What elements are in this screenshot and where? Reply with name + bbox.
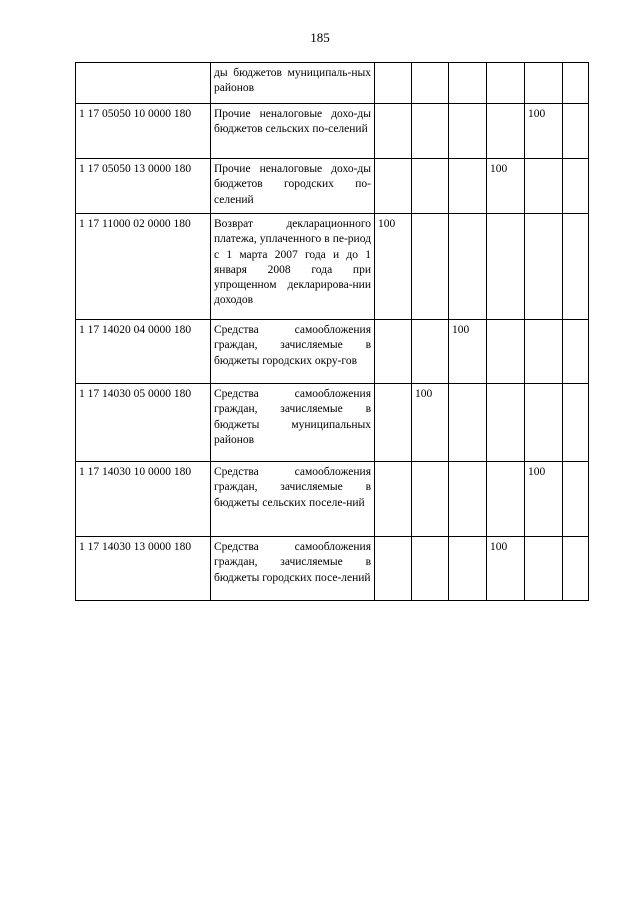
percent-cell-1	[375, 537, 412, 601]
revenue-code-cell: 1 17 05050 13 0000 180	[76, 159, 211, 214]
percent-cell-6	[563, 320, 589, 384]
revenue-code-cell: 1 17 14030 13 0000 180	[76, 537, 211, 601]
percent-cell-4	[487, 384, 525, 462]
table-row	[76, 537, 589, 601]
percent-cell-5: 100	[525, 462, 563, 537]
percent-cell-4	[487, 63, 525, 104]
percent-cell-3	[449, 159, 487, 214]
table-row	[76, 63, 589, 104]
revenue-name-cell: Средства самообложения граждан, зачисляемые в бюджеты городских посе-лений	[211, 537, 375, 601]
revenue-name-cell: Средства самообложения граждан, зачисляемые в бюджеты городских окру-гов	[211, 320, 375, 384]
revenue-name-cell: Прочие неналоговые дохо-ды бюджетов сельских по-селений	[211, 104, 375, 159]
percent-cell-3	[449, 537, 487, 601]
percent-cell-2	[412, 537, 449, 601]
percent-cell-6	[563, 63, 589, 104]
percent-cell-4	[487, 320, 525, 384]
table-row	[76, 384, 589, 462]
table-row	[76, 320, 589, 384]
percent-cell-1	[375, 462, 412, 537]
revenue-code-cell: 1 17 05050 10 0000 180	[76, 104, 211, 159]
percent-cell-5	[525, 214, 563, 320]
percent-cell-4	[487, 462, 525, 537]
percent-cell-1	[375, 384, 412, 462]
percent-cell-4	[487, 104, 525, 159]
revenue-code-cell: 1 17 11000 02 0000 180	[76, 214, 211, 320]
percent-cell-5	[525, 537, 563, 601]
table-row	[76, 462, 589, 537]
percent-cell-3	[449, 214, 487, 320]
percent-cell-1: 100	[375, 214, 412, 320]
percent-cell-5	[525, 159, 563, 214]
percent-cell-4: 100	[487, 159, 525, 214]
percent-cell-3	[449, 384, 487, 462]
percent-cell-2	[412, 104, 449, 159]
percent-cell-6	[563, 384, 589, 462]
percent-cell-2	[412, 320, 449, 384]
table-row	[76, 214, 589, 320]
percent-cell-4: 100	[487, 537, 525, 601]
percent-cell-6	[563, 214, 589, 320]
percent-cell-1	[375, 159, 412, 214]
percent-cell-5: 100	[525, 104, 563, 159]
table-row	[76, 159, 589, 214]
revenue-code-cell: 1 17 14020 04 0000 180	[76, 320, 211, 384]
percent-cell-3	[449, 63, 487, 104]
percent-cell-2	[412, 159, 449, 214]
percent-cell-2: 100	[412, 384, 449, 462]
revenue-name-cell: Прочие неналоговые дохо-ды бюджетов городских по-селений	[211, 159, 375, 214]
percent-cell-2	[412, 63, 449, 104]
revenue-allocation-table	[75, 62, 589, 601]
percent-cell-6	[563, 104, 589, 159]
percent-cell-4	[487, 214, 525, 320]
percent-cell-5	[525, 384, 563, 462]
page-number: 185	[310, 30, 330, 45]
percent-cell-2	[412, 462, 449, 537]
percent-cell-6	[563, 159, 589, 214]
percent-cell-1	[375, 63, 412, 104]
revenue-code-cell	[76, 63, 211, 104]
percent-cell-5	[525, 63, 563, 104]
revenue-name-cell: Средства самообложения граждан, зачисляемые в бюджеты муниципальных районов	[211, 384, 375, 462]
percent-cell-1	[375, 104, 412, 159]
table-body	[76, 63, 589, 601]
percent-cell-5	[525, 320, 563, 384]
revenue-name-cell: ды бюджетов муниципаль-ных районов	[211, 63, 375, 104]
percent-cell-1	[375, 320, 412, 384]
percent-cell-3: 100	[449, 320, 487, 384]
percent-cell-3	[449, 462, 487, 537]
percent-cell-2	[412, 214, 449, 320]
table-row	[76, 104, 589, 159]
percent-cell-3	[449, 104, 487, 159]
revenue-name-cell: Возврат декларационного платежа, уплаченного в пе-риод с 1 марта 2007 года и до 1 января 2008 года при упрощенном декларирова-нии доходов	[211, 214, 375, 320]
percent-cell-6	[563, 537, 589, 601]
revenue-name-cell: Средства самообложения граждан, зачисляемые в бюджеты сельских поселе-ний	[211, 462, 375, 537]
revenue-code-cell: 1 17 14030 05 0000 180	[76, 384, 211, 462]
percent-cell-6	[563, 462, 589, 537]
revenue-code-cell: 1 17 14030 10 0000 180	[76, 462, 211, 537]
